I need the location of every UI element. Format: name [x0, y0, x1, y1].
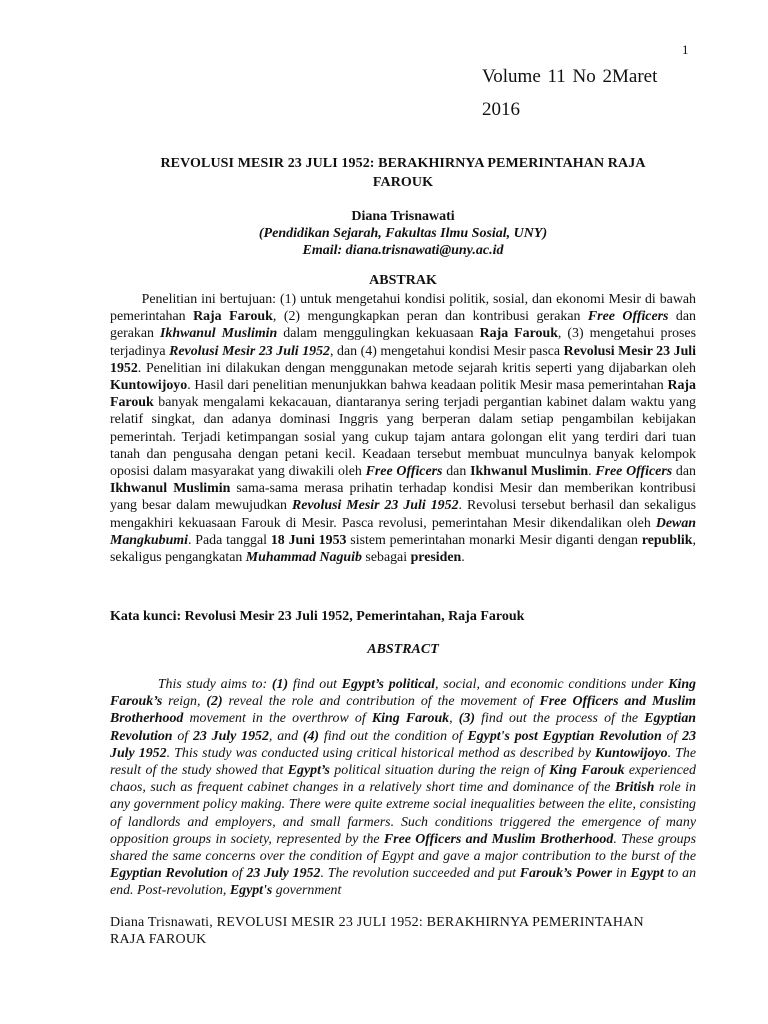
- author-email: Email: diana.trisnawati@uny.ac.id: [302, 243, 504, 258]
- abstrak-run: Revolusi Mesir 23 Juli 1952: [169, 343, 331, 359]
- abstract-run: Egypt’s political: [341, 677, 436, 692]
- abstrak-run: Revolusi Mesir 23 Juli 1952: [110, 343, 697, 376]
- abstract-run: 23 July 1952: [192, 728, 269, 744]
- abstract-run: 23 July 1952: [110, 728, 697, 761]
- abstrak-run: 18 Juni 1953: [270, 532, 347, 548]
- abstract-run: of: [228, 866, 247, 882]
- abstract-run: role in any government policy making. There were quite extreme social inequalities between the elite, consisting of landlords and employers, and small farmers. Such conditions triggered the emergence of many opposition groups in society, represented by the: [110, 780, 696, 847]
- abstract-run: reign,: [162, 694, 207, 710]
- abstrak-run: . Pada tanggal: [187, 532, 271, 548]
- abstract-run: Egypt's: [229, 883, 273, 899]
- abstrak-run: Muhammad Naguib: [245, 550, 362, 566]
- abstract-run: experienced chaos, such as frequent cabinet changes in a relatively short time and dominance of the: [110, 763, 696, 796]
- abstrak-run: Dewan Mangkubumi: [110, 515, 696, 548]
- abstract-run: . The revolution succeeded and put: [320, 866, 520, 882]
- abstract-run: government: [272, 883, 342, 899]
- abstract-run: King Farouk: [549, 763, 625, 779]
- abstrak-run: Penelitian ini bertujuan: (1) untuk mengetahui kondisi politik, sosial, dan ekonomi Mesir di bawah pemerintahan: [110, 292, 696, 325]
- abstrak-run: banyak mengalami kekacauan, diantaranya sering terjadi pergantian kabinet dalam waktu yang relatif singkat, dan adanya dominasi Inggris yang berperan dalam setiap pengambilan kebijakan pemerintah. Terjadi ketimpangan sosial yang cukup tajam antara golongan elit yang terdiri dari tuan tanah dan pengusaha dengan petani kecil. Keadaan tersebut membuat munculnya banyak kelompok oposisi dalam masyarakat yang diwakili oleh: [110, 395, 696, 480]
- abstrak-run: dan: [442, 464, 471, 480]
- abstrak-run: dan gerakan: [110, 309, 696, 342]
- abstract-run: 23 July 1952: [246, 866, 321, 882]
- abstract-run: Kuntowijoyo: [595, 745, 668, 761]
- year-line: 2016: [482, 99, 520, 120]
- author-block: [110, 208, 696, 259]
- abstract-run: Egypt's post Egyptian Revolution: [467, 728, 662, 744]
- abstract-run: (1): [271, 677, 289, 692]
- abstrak-run: , sekaligus pengangkatan: [110, 532, 696, 566]
- abstract-run: King Farouk’s: [110, 677, 696, 710]
- abstract-run: Free Officers and Muslim Brotherhood: [110, 694, 696, 727]
- abstrak-run: . Revolusi tersebut berhasil dan sekaligus mengakhiri kekuasaan Farouk di Mesir. Pasca revolusi, pemerintahan Mesir dikendalikan oleh: [110, 498, 696, 531]
- abstract-run: ,: [449, 711, 459, 727]
- abstract-run: Free Officers and Muslim Brotherhood: [383, 831, 614, 847]
- abstrak-run: Free Officers: [365, 464, 443, 480]
- abstrak-run: presiden: [410, 550, 462, 566]
- abstract-run: This study aims to:: [110, 677, 272, 692]
- abstract-run: political situation during the reign of: [329, 763, 550, 779]
- abstrak-run: Raja Farouk: [193, 309, 273, 325]
- abstract-run: Egypt’s: [287, 763, 330, 779]
- abstract-run: (2): [206, 694, 223, 710]
- abstract-run: . This study was conducted using critical historical method as described by: [166, 745, 596, 761]
- abstrak-run: Ikhwanul Muslimin: [470, 464, 589, 480]
- abstrak-run: , (2) mengungkapkan peran dan kontribusi gerakan: [272, 309, 588, 325]
- abstract-run: King Farouk: [371, 711, 450, 727]
- abstract-run: movement in the overthrow of: [183, 711, 372, 727]
- abstract-run: . These groups shared the same concerns over the condition of Egypt and gave a major contribution to the burst of the: [110, 831, 696, 865]
- abstrak-run: Free Officers: [595, 464, 673, 480]
- abstrak-run: Ikhwanul Muslimin: [160, 326, 278, 342]
- abstrak-run: , dan (4) mengetahui kondisi Mesir pasca: [330, 343, 564, 359]
- abstract-run: . The result of the study showed that: [110, 745, 696, 779]
- title-line-1: REVOLUSI MESIR 23 JULI 1952: BERAKHIRNYA PEMERINTAHAN RAJA: [160, 156, 646, 171]
- abstrak-run: sistem pemerintahan monarki Mesir diganti dengan: [346, 532, 642, 548]
- abstrak-run: sama-sama merasa prihatin terhadap kondisi Mesir dan memberikan kontribusi yang besar dalam mewujudkan: [110, 481, 697, 514]
- abstrak-run: Raja Farouk: [110, 378, 696, 411]
- abstrak-run: sebagai: [361, 550, 411, 566]
- abstrak-run: Raja Farouk: [479, 326, 558, 342]
- abstrak-run: Revolusi Mesir 23 Juli 1952: [291, 498, 459, 514]
- abstrak-run: .: [461, 550, 465, 566]
- abstract-run: in: [612, 866, 631, 882]
- author-name: Diana Trisnawati: [351, 209, 455, 224]
- abstract-heading: ABSTRACT: [367, 642, 439, 657]
- abstrak-run: . Penelitian ini dilakukan dengan menggunakan metode sejarah kritis seperti yang dijabarkan oleh: [137, 360, 696, 376]
- abstract-run: Egyptian Revolution: [110, 866, 229, 882]
- abstract-body: [110, 676, 696, 900]
- abstract-run: Egyptian Revolution: [110, 711, 696, 744]
- abstract-run: of: [172, 728, 193, 744]
- abstract-run: Farouk’s Power: [519, 866, 613, 882]
- footer-line-2: RAJA FAROUK: [110, 932, 207, 947]
- abstrak-run: Ikhwanul Muslimin: [110, 481, 231, 497]
- page-number: 1: [682, 42, 689, 57]
- keywords: Kata kunci: Revolusi Mesir 23 Juli 1952, Pemerintahan, Raja Farouk: [110, 609, 525, 624]
- abstract-run: find out the process of the: [474, 711, 645, 727]
- abstract-run: Egypt: [630, 866, 664, 882]
- volume-line: Volume 11 No 2Maret: [482, 66, 658, 87]
- abstract-run: find out: [288, 677, 342, 692]
- abstract-run: British: [614, 780, 655, 796]
- abstract-run: of: [661, 728, 683, 744]
- abstract-run: , and: [268, 728, 303, 744]
- abstract-run: , social, and economic conditions under: [435, 677, 669, 692]
- article-title: [110, 154, 696, 192]
- abstrak-run: . Hasil dari penelitian menunjukkan bahwa keadaan politik Mesir masa pemerintahan: [187, 378, 668, 394]
- abstrak-body: [110, 291, 696, 566]
- abstract-run: (4): [302, 728, 320, 744]
- abstract-run: reveal the role and contribution of the movement of: [222, 694, 540, 710]
- running-footer: [110, 914, 710, 948]
- abstrak-run: .: [588, 464, 596, 480]
- abstrak-run: Kuntowijoyo: [110, 378, 188, 394]
- abstract-run: to an end. Post-revolution,: [110, 866, 697, 899]
- abstract-run: (3): [458, 711, 475, 727]
- abstract-run: find out the condition of: [319, 728, 468, 744]
- abstrak-run: dan: [672, 464, 696, 480]
- abstrak-run: republik: [641, 532, 693, 548]
- author-affiliation: (Pendidikan Sejarah, Fakultas Ilmu Sosial, UNY): [258, 226, 548, 241]
- volume-info: [482, 60, 702, 126]
- footer-line-1: Diana Trisnawati, REVOLUSI MESIR 23 JULI 1952: BERAKHIRNYA PEMERINTAHAN: [110, 915, 644, 930]
- abstrak-run: Free Officers: [587, 309, 669, 325]
- abstrak-heading: ABSTRAK: [369, 273, 437, 288]
- title-line-2: FAROUK: [372, 175, 434, 190]
- abstrak-run: , (3) mengetahui proses terjadinya: [110, 326, 696, 359]
- abstrak-run: dalam menggulingkan kekuasaan: [277, 326, 480, 342]
